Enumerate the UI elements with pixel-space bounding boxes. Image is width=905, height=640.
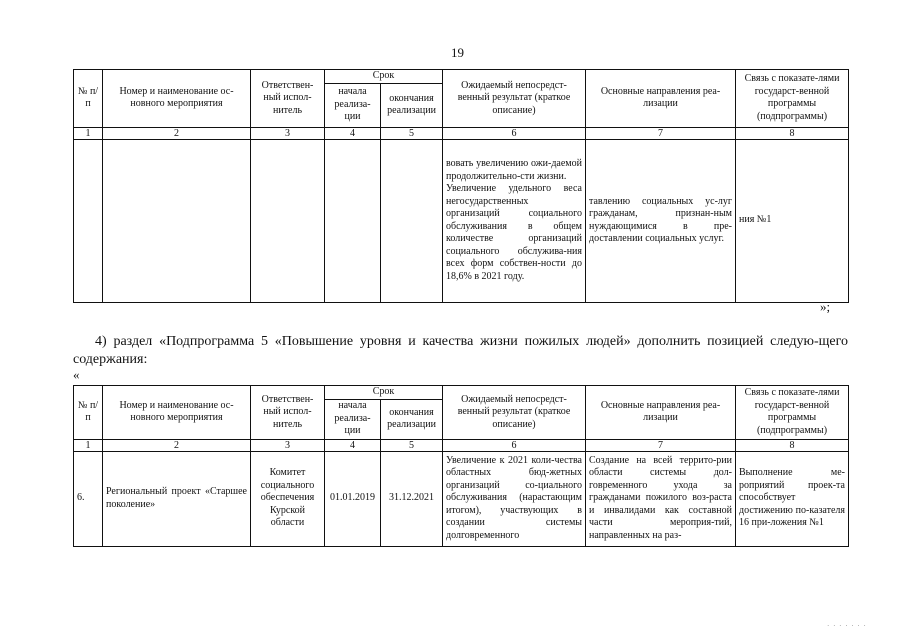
header-responsible: Ответствен-ный испол-нитель xyxy=(251,70,325,128)
cell-directions: тавлению социальных ус-луг гражданам, признан-ным нуждающимися в пре-доставлении социальных услуг. xyxy=(586,139,736,302)
header-start: начала реализа-ции xyxy=(325,399,381,439)
scan-edge-mark: · · · · · · · xyxy=(827,622,867,630)
cell-name: Региональный проект «Старшее поколение» xyxy=(103,451,251,546)
col-number: 8 xyxy=(736,127,849,139)
col-number: 5 xyxy=(381,439,443,451)
closing-quote: »; xyxy=(820,299,831,314)
header-num: № п/п xyxy=(74,386,103,440)
col-number: 4 xyxy=(325,439,381,451)
header-link: Связь с показате-лями государст-венной программы (подпрограммы) xyxy=(736,70,849,128)
cell-directions: Создание на всей террито-рии области системы дол-говременного ухода за гражданами пожилого воз-раста и инвалидами как составной части мероприя-тий, направленных на раз- xyxy=(586,451,736,546)
measures-table-continued xyxy=(73,69,849,303)
cell-name xyxy=(103,139,251,302)
header-responsible: Ответствен-ный испол-нитель xyxy=(251,386,325,440)
cell-end xyxy=(381,139,443,302)
column-number-row xyxy=(74,439,849,451)
measures-table-new-position xyxy=(73,385,849,547)
col-number: 5 xyxy=(381,127,443,139)
header-term: Срок xyxy=(325,386,443,400)
header-start: начала реализа-ции xyxy=(325,83,381,127)
column-number-row xyxy=(74,127,849,139)
table-row xyxy=(74,139,849,302)
header-directions: Основные направления реа-лизации xyxy=(586,386,736,440)
col-number: 6 xyxy=(443,127,586,139)
cell-start: 01.01.2019 xyxy=(325,451,381,546)
amendment-paragraph: 4) раздел «Подпрограмма 5 «Повышение уровня и качества жизни пожилых людей» дополнить позицией следую-щего содержания: xyxy=(73,334,848,367)
opening-quote: « xyxy=(73,367,80,382)
table-row xyxy=(74,451,849,546)
col-number: 7 xyxy=(586,127,736,139)
cell-link: Выполнение ме-роприятий проек-та способствует достижению по-казателя 16 при-ложения №1 xyxy=(736,451,849,546)
col-number: 4 xyxy=(325,127,381,139)
page-number: 19 xyxy=(451,45,464,60)
cell-end: 31.12.2021 xyxy=(381,451,443,546)
col-number: 6 xyxy=(443,439,586,451)
col-number: 8 xyxy=(736,439,849,451)
cell-start xyxy=(325,139,381,302)
header-end: окончания реализации xyxy=(381,399,443,439)
col-number: 3 xyxy=(251,439,325,451)
header-result: Ожидаемый непосредст-венный результат (краткое описание) xyxy=(443,70,586,128)
cell-num xyxy=(74,139,103,302)
cell-result xyxy=(443,139,586,302)
col-number: 3 xyxy=(251,127,325,139)
header-link: Связь с показате-лями государст-венной программы (подпрограммы) xyxy=(736,386,849,440)
header-name: Номер и наименование ос-новного мероприятия xyxy=(103,386,251,440)
col-number: 2 xyxy=(103,127,251,139)
header-term: Срок xyxy=(325,70,443,84)
header-num: № п/п xyxy=(74,70,103,128)
cell-num: 6. xyxy=(74,451,103,546)
col-number: 1 xyxy=(74,127,103,139)
cell-link: ния №1 xyxy=(736,139,849,302)
col-number: 1 xyxy=(74,439,103,451)
col-number: 2 xyxy=(103,439,251,451)
header-end: окончания реализации xyxy=(381,83,443,127)
cell-result: Увеличение к 2021 коли-чества областных бюд-жетных организаций со-циального обслуживания (нарастающим итогом), участвующих в создании системы долговременного xyxy=(443,451,586,546)
header-name: Номер и наименование ос-новного мероприятия xyxy=(103,70,251,128)
result-text-part-1: вовать увеличению ожи-даемой продолжительно-сти жизни. xyxy=(446,158,582,182)
header-result: Ожидаемый непосредст-венный результат (краткое описание) xyxy=(443,386,586,440)
cell-responsible xyxy=(251,139,325,302)
result-text-part-2: Увеличение удельного веса негосударственных организаций социального обслуживания в общем количестве организаций социального обслужива-ния всех форм собствен-ности до 18,6% в 2021 году. xyxy=(446,183,582,282)
header-directions: Основные направления реа-лизации xyxy=(586,70,736,128)
cell-responsible: Комитет социального обеспечения Курской области xyxy=(251,451,325,546)
col-number: 7 xyxy=(586,439,736,451)
